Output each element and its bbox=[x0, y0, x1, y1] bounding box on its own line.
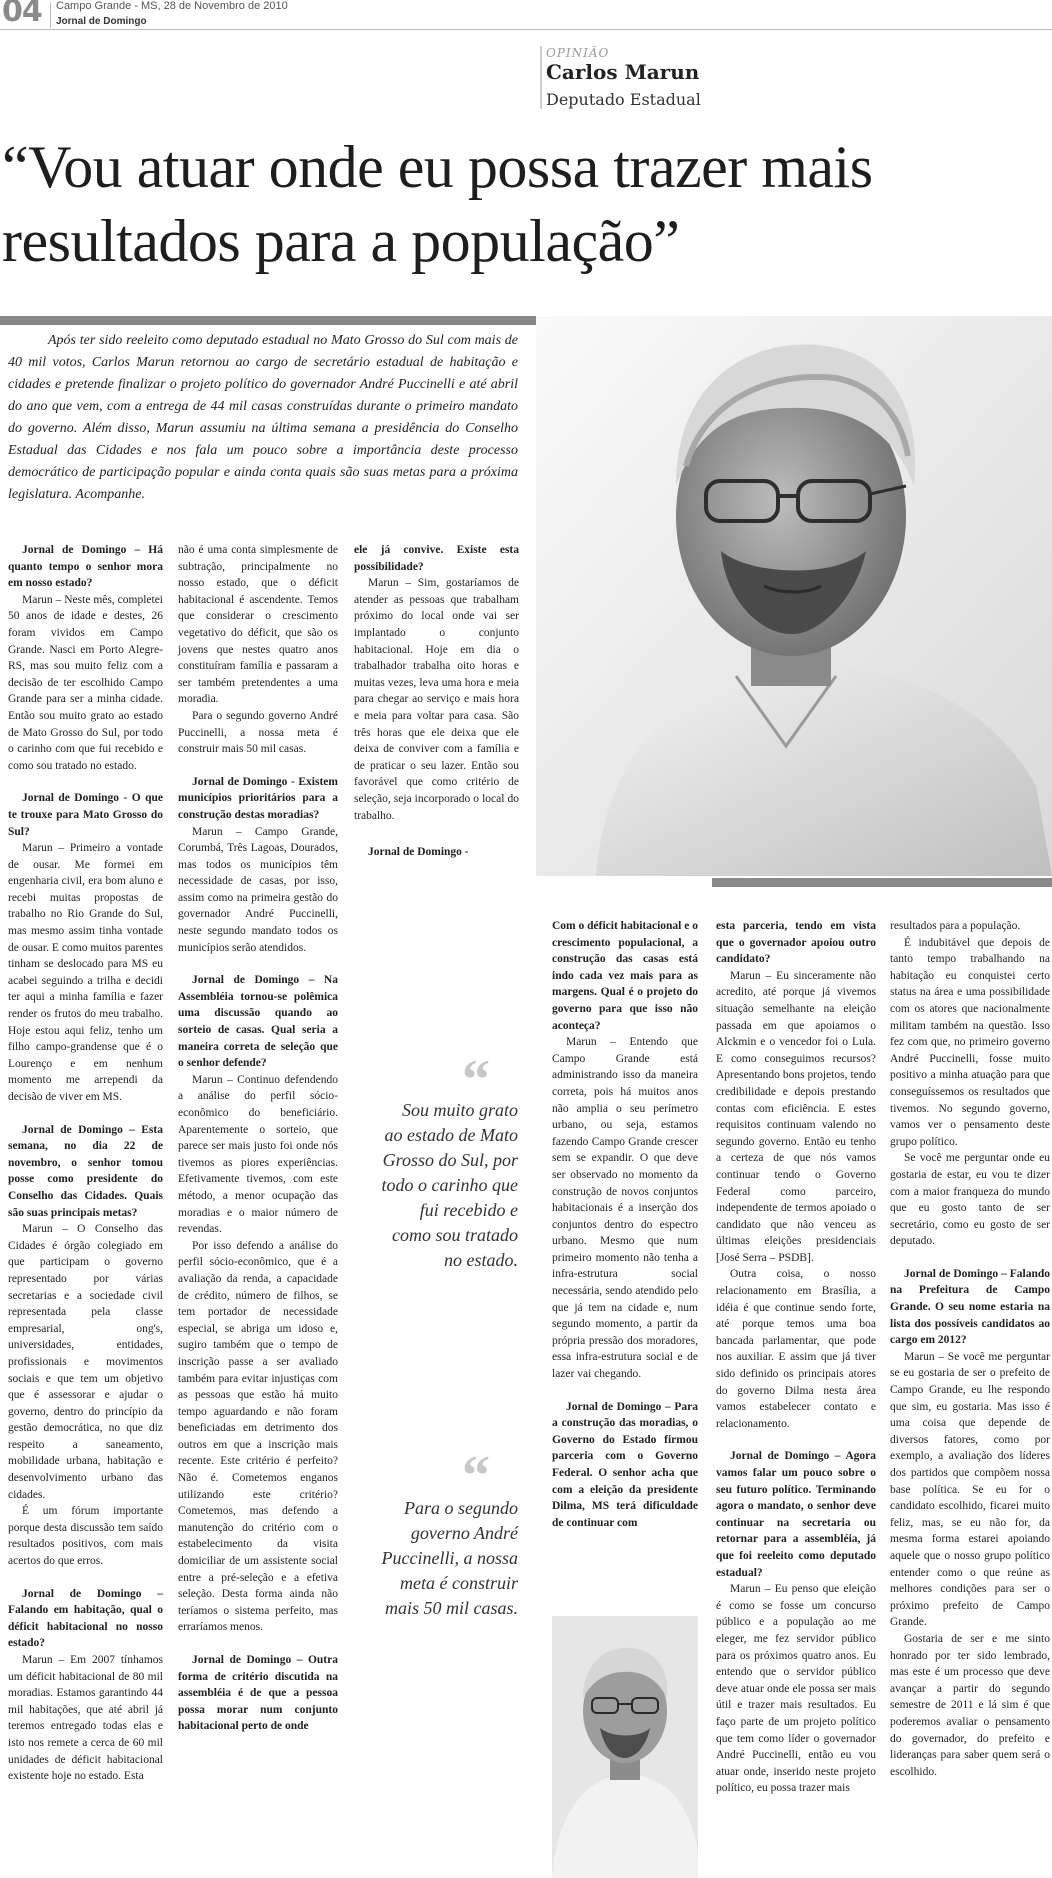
interview-answer: Marun – Continuo defendendo a análise do perfil sócio-econômico do beneficiário. Aparentemente o sorteio, que parece ser mais justo foi onde nós tivemos as piores experiências. Efetivamente tivemos, com este método, a menor ocupação das moradias e o maior número de revendas. bbox=[178, 1073, 338, 1236]
interview-answer: Marun – Em 2007 tínhamos um déficit habitacional de 80 mil moradias. Estamos garantindo 44 mil habitações, que até abril já teremos entregado todas elas e isto nos remete a cerca de 60 mil unidades de déficit habitacional existente hoje no estado. Esta bbox=[8, 1654, 163, 1783]
interview-question: Com o déficit habitacional e o crescimento populacional, a construção das casas está indo cada vez mais para as margens. Qual é o projeto do governo para que isso não aconteça? bbox=[552, 920, 698, 1032]
interview-question: Jornal de Domingo – Falando em habitação, qual o déficit habitacional no nosso estado? bbox=[8, 1587, 163, 1650]
photo-rule bbox=[712, 878, 1052, 887]
interview-answer: resultados para a população. bbox=[890, 920, 1021, 932]
small-portrait-photo bbox=[552, 1616, 698, 1878]
interview-answer: É indubitável que depois de tanto tempo trabalhando na habitação eu conquistei certo status na área e uma possibilidade com os atores que nacionalmente militam também na questão. Isso fez com que, no primeiro governo André Puccinelli, fosse muito positivo a minha atuação para que conseguíssemos os resultados que tivemos. No segundo governo, vamos ver o pensamento deste grupo político. bbox=[890, 936, 1050, 1148]
interview-answer: Marun – Eu sinceramente não acredito, até porque já vivemos situação semelhante na eleição passada em que apoiamos o Alckmin e o vencedor foi o Lula. E como conseguimos recursos? Apresentando bons projetos, tendo credibilidade e depois prestando contas com eficiência. E estes requisitos continuam valendo no segundo governo. Então eu tenho a certeza de que nós vamos continuar tendo o Governo Federal como parceiro, independente de termos apoiado o candidato que não venceu as últimas eleições presidenciais [José Serra – PSDB]. bbox=[716, 969, 876, 1264]
interview-answer: Marun – Se você me perguntar se eu gostaria de ser o prefeito de Campo Grande, eu lhe respondo que sim, eu gostaria. Mas isso é uma coisa que depende de diversos fatores, como por exemplo, a avaliação dos líderes dos partidos que compõem nossa base política. Se eu for o candidato escolhido, ficarei muito feliz, mas, se eu não for, da mesma forma estarei apoiando aquele que o nosso grupo político entender como o que reúne as melhores condições para ser o próximo prefeito de Campo Grande. bbox=[890, 1350, 1050, 1629]
page-number: 04 bbox=[2, 0, 42, 29]
interview-question: Jornal de Domingo – Na Assembléia tornou-se polêmica uma discussão quando ao sorteio de casas. Qual seria a maneira correta de seleção que o senhor defende? bbox=[178, 974, 338, 1070]
interview-answer: Marun – Eu penso que eleição é como se fosse um concurso público e a população ao me eleger, me fez servidor público para os próximos quatro anos. Eu entendo que o servidor público deve atuar onde ele possa ser mais útil e trazer mais resultados. Eu faço parte de um projeto político que tem como líder o governador André Puccinelli, então eu vou atuar onde, inserido neste projeto político, eu possa trazer mais bbox=[716, 1583, 876, 1795]
header-divider bbox=[50, 2, 51, 28]
author-role: Deputado Estadual bbox=[546, 90, 701, 109]
article-column-4 bbox=[552, 918, 698, 1531]
interview-answer: Gostaria de ser e me sinto honrado por ter sido lembrado, mas este é um processo que deve avançar a partir do segundo semestre de 2011 e lá sim é que poderemos avaliar o pensamento do governador, do prefeito e lideranças para saber quem será o escolhido. bbox=[890, 1632, 1050, 1778]
quote-mark-icon: “ bbox=[462, 1445, 486, 1507]
interview-answer: Para o segundo governo André Puccinelli, a nossa meta é construir mais 50 mil casas. bbox=[178, 709, 338, 756]
byline bbox=[540, 46, 701, 109]
interview-answer: Marun – O Conselho das Cidades é órgão colegiado em que participam o governo representado por várias secretarias e a sociedade civil representada pela classe empresarial, ong's, universidades, entidades, profissionais e movimentos sociais e que tem um objetivo que é assessorar e ajudar o governo, dentro do princípio da gestão democrática, no que diz respeito a saneamento, mobilidade urbana, habitação e desenvolvimento urbano das cidades. bbox=[8, 1223, 163, 1501]
interview-answer: É um fórum importante porque desta discussão tem saído resultados positivos, com mais acertos do que erros. bbox=[8, 1505, 163, 1568]
interview-answer: Outra coisa, o nosso relacionamento em Brasília, a idéia é que continue sendo forte, até porque temos uma boa bancada parlamentar, que pode nos auxiliar. E assim que já tiver sido definido os principais atores do governo Dilma nesta área vamos estabelecer contato e relacionamento. bbox=[716, 1268, 876, 1430]
article-column-2 bbox=[178, 542, 338, 1735]
interview-question: Jornal de Domingo – Outra forma de critério discutida na assembléia é de que a pessoa possa morar num conjunto habitacional perto de onde bbox=[178, 1654, 338, 1733]
interview-question: Jornal de Domingo – Há quanto tempo o senhor mora em nosso estado? bbox=[8, 544, 163, 590]
dateline: Campo Grande - MS, 28 de Novembro de 2010 bbox=[56, 0, 288, 12]
article-column-6 bbox=[890, 918, 1050, 1780]
article-column-5 bbox=[716, 918, 876, 1797]
article-column-1 bbox=[8, 542, 163, 1785]
interview-question: ele já convive. Existe esta possibilidade? bbox=[354, 544, 519, 573]
interview-question: Jornal de Domingo - bbox=[368, 846, 469, 859]
interview-question: Jornal de Domingo – Esta semana, no dia 22 de novembro, o senhor tomou posse como presidente do Conselho das Cidades. Quais são suas principais metas? bbox=[8, 1123, 163, 1219]
lead-paragraph: Após ter sido reeleito como deputado estadual no Mato Grosso do Sul com mais de 40 mil votos, Carlos Marun retornou ao cargo de secretário estadual de habitação e cidades e pretende finalizar o projeto político do governador André Puccinelli e até abril do ano que vem, com a entrega de 44 mil casas construídas durante o primeiro mandato do governo. Além disso, Marun assumiu na última semana a presidência do Conselho Estadual das Cidades e nos fala um pouco sobre a importância deste processo democrático de participação popular e ainda conta quais são suas metas para a próxima legislatura. Acompanhe. bbox=[8, 333, 518, 502]
headline: “Vou atuar onde eu possa trazer mais resultados para a população” bbox=[2, 134, 873, 274]
interview-question: Jornal de Domingo - O que te trouxe para Mato Grosso do Sul? bbox=[8, 792, 163, 838]
interview-answer: Marun – Primeiro a vontade de ousar. Me formei em engenharia civil, era bom aluno e recebi muitas propostas de trabalho no Rio Grande do Sul, mas mesmo assim tinha vontade de ousar. E como muitos parentes tinham se deslocado para MS eu acabei seguindo a trilha e decidi ter aqui a minha família e fazer render os frutos do meu trabalho. Hoje estou aqui feliz, tenho um filho campo-grandense que é o Lourenço e em nenhum momento me arrependi da decisão de viver em MS. bbox=[8, 842, 163, 1103]
interview-answer: Marun – Neste mês, completei 50 anos de idade e destes, 26 foram vividos em Campo Grande. Nasci em Porto Alegre-RS, mas sou muito feliz com a decisão de ter escolhido Campo Grande para ser a minha cidade. Então sou muito grato ao estado de Mato Grosso do Sul, por todo o carinho com que fui recebido e como sou tratado no estado. bbox=[8, 593, 163, 772]
interview-answer: não é uma conta simplesmente de subtração, principalmente no nosso estado, que o déficit habitacional é ascendente. Temos que considerar o crescimento vegetativo do déficit, que são os jovens que nestes quatro anos constituíram família e passaram a ser também pretendentes a uma moradia. bbox=[178, 544, 338, 706]
pullquote-1: Sou muito grato ao estado de Mato Grosso do Sul, por todo o carinho que fui recebido e como sou tratado no estado. bbox=[381, 1100, 518, 1270]
small-portrait-illustration bbox=[552, 1616, 698, 1878]
interview-answer: Marun – Campo Grande, Corumbá, Três Lagoas, Dourados, mas todos os municípios têm necessidade de casas, por isso, assim como na primeira gestão do governador André Puccinelli, neste segundo mandato todos os municípios serão atendidos. bbox=[178, 825, 338, 954]
interview-question: Jornal de Domingo – Falando na Prefeitura de Campo Grande. O seu nome estaria na lista dos possíveis candidatos ao cargo em 2012? bbox=[890, 1267, 1050, 1347]
lead-rule bbox=[0, 316, 536, 325]
interview-question: Jornal de Domingo – Para a construção das moradias, o Governo do Estado firmou parceria com o Governo Federal. O senhor acha que com a eleição da presidente Dilma, MS terá dificuldade de continuar com bbox=[552, 1400, 698, 1529]
pullquote-2: Para o segundo governo André Puccinelli, a nossa meta é construir mais 50 mil casas. bbox=[381, 1498, 518, 1618]
page-header bbox=[0, 0, 1052, 30]
main-portrait-photo bbox=[536, 316, 1052, 876]
article-column-3 bbox=[354, 542, 519, 861]
section-label: OPINIÃO bbox=[546, 46, 610, 60]
interview-question: Jornal de Domingo - Existem municípios prioritários para a construção destas moradias? bbox=[178, 775, 338, 821]
author-name: Carlos Marun bbox=[546, 60, 700, 84]
interview-answer: Se você me perguntar onde eu gostaria de estar, eu vou te dizer com a maior franqueza do mundo que eu gosto tanto de ser secretário, como eu gosto de ser deputado. bbox=[890, 1152, 1050, 1248]
interview-question: esta parceria, tendo em vista que o governador apoiou outro candidato? bbox=[716, 920, 876, 966]
publication-name: Jornal de Domingo bbox=[56, 16, 147, 27]
interview-answer: Por isso defendo a análise do perfil sócio-econômico, que é a avaliação da renda, a capacidade de crédito, número de filhos, se tem portador de necessidade especial, se abriga um idoso e, sugiro também que o tempo de inscrição passe a ser avaliado também para evitar injustiças com as pessoas que estão há muito tempo aguardando e não foram beneficiadas em detrimento dos outros em que a inscrição mais recente. Este critério é perfeito? Não é. Cometemos enganos utilizando este critério? Cometemos, mas defendo a manutenção do critério com o estabelecimento da visita domiciliar de um assistente social entre a pré-seleção e a efetiva seleção. Desta forma ainda não teríamos o sistema perfeito, mas erraríamos menos. bbox=[178, 1239, 338, 1634]
interview-answer: Marun – Sim, gostaríamos de atender as pessoas que trabalham próximo do local onde vai ser implantado o conjunto habitacional. Hoje em dia o trabalhador trabalha oito horas e muitas vezes, leva uma hora e meia para chegar ao serviço e mais hora e meia para voltar para casa. São três horas que ele deixa que ele deixa de conviver com a família e de praticar o seu lazer. Então sou favorável que como critério de seleção, seja incorporado o local do trabalho. bbox=[354, 577, 519, 822]
interview-answer: Marun – Entendo que Campo Grande está administrando isso da maneira correta, pois há muitos anos não amplia o seu perímetro urbano, ou seja, estamos fazendo Campo Grande crescer sem se expandir. O que deve ser observado no momento da construção de novos conjuntos habitacionais é a inserção dos conjuntos dentro do espectro urbano. Mesmo que num primeiro momento não tenha a infra-estrutura social necessária, sendo atendido pelo que já tem na cidade e, num segundo momento, a partir da própria pressão dos moradores, essa infra-estrutura social e de lazer vai chegando. bbox=[552, 1036, 698, 1381]
quote-mark-icon: “ bbox=[462, 1049, 486, 1111]
interview-question: Jornal de Domingo – Agora vamos falar um pouco sobre o seu futuro político. Terminando agora o mandato, o senhor deve continuar na secretaria ou retornar para a assembléia, já que foi reeleito como deputado estadual? bbox=[716, 1450, 876, 1579]
portrait-illustration bbox=[536, 316, 1052, 876]
